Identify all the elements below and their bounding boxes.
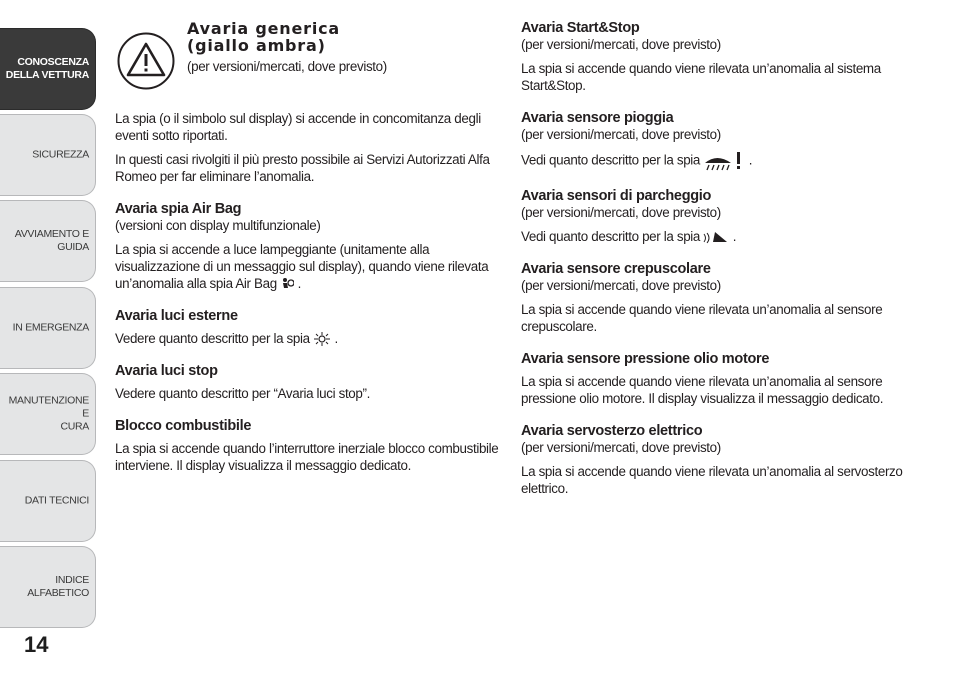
parking-sensor-text-body: Vedi quanto descritto per la spia [521,229,701,244]
startstop-text: La spia si accende quando viene rilevata un’anomalia al sistema Start&Stop. [521,61,881,93]
airbag-text-body: La spia si accende a luce lampeggiante (unitamente alla visualizzazione di un messaggio sul display), quando viene rilevata un’anomalia alla spia Air Bag [115,242,489,291]
fuel-cutoff-title: Blocco combustibile [115,418,252,434]
tab-label: INDICE ALFABETICO [27,574,89,599]
parking-sensor-note: (per versioni/mercati, dove previsto) [521,205,721,220]
lights-text [115,330,500,347]
tab-label: CONOSCENZA DELLA VETTURA [5,56,89,81]
airbag-icon [280,277,294,291]
airbag-section [115,201,500,292]
lights-title: Avaria luci esterne [115,308,238,324]
right-column [521,20,911,513]
generic-fault-text-1: La spia (o il simbolo sul display) si accende in concomitanza degli eventi sotto riportati. [115,111,481,143]
stop-lights-title: Avaria luci stop [115,363,218,379]
lights-section [115,308,500,347]
exterior-light-icon [313,332,331,346]
dusk-sensor-section [521,261,911,335]
tab-sicurezza[interactable] [0,114,96,196]
airbag-text-tail: . [297,276,301,291]
rain-sensor-title: Avaria sensore pioggia [521,110,674,126]
tab-label: DATI TECNICI [24,494,89,507]
tab-indice-alfabetico[interactable] [0,546,96,628]
airbag-note: (versioni con display multifunzionale) [115,218,321,233]
tab-label: SICUREZZA [32,148,89,161]
stop-lights-text: Vedere quanto descritto per “Avaria luci stop”. [115,386,370,401]
power-steering-text: La spia si accende quando viene rilevata un’anomalia al servosterzo elettrico. [521,464,903,496]
tab-manutenzione-e-cura[interactable] [0,373,96,455]
dusk-sensor-title: Avaria sensore crepuscolare [521,261,711,277]
oil-pressure-title: Avaria sensore pressione olio motore [521,351,770,367]
tab-in-emergenza[interactable] [0,287,96,369]
rain-sensor-text [521,150,911,172]
lights-text-body: Vedere quanto descritto per la spia [115,331,310,346]
page-number: 14 [24,632,49,657]
stop-lights-section [115,363,500,402]
parking-sensor-section [521,188,911,245]
parking-sensor-text-tail: . [732,229,737,244]
generic-fault-header [187,20,500,110]
startstop-note: (per versioni/mercati, dove previsto) [521,37,721,52]
tab-label: AVVIAMENTO E GUIDA [14,228,89,253]
tab-conoscenza-della-vettura[interactable] [0,28,96,110]
generic-fault-note: (per versioni/mercati, dove previsto) [187,59,387,74]
rain-sensor-text-tail: . [748,152,753,168]
fuel-cutoff-section [115,418,500,474]
tab-label: IN EMERGENZA [12,321,89,334]
power-steering-note: (per versioni/mercati, dove previsto) [521,440,721,455]
lights-text-tail: . [334,331,338,346]
power-steering-section [521,423,911,497]
startstop-title: Avaria Start&Stop [521,20,640,36]
dusk-sensor-note: (per versioni/mercati, dove previsto) [521,278,721,293]
airbag-text [115,241,500,292]
generic-fault-title: Avaria generica [187,19,340,38]
dusk-sensor-text: La spia si accende quando viene rilevata un’anomalia al sensore crepuscolare. [521,302,883,334]
rain-sensor-icon [703,150,745,172]
airbag-title: Avaria spia Air Bag [115,201,242,217]
tab-label: MANUTENZIONE E CURA [8,394,89,433]
startstop-section [521,20,911,94]
oil-pressure-text: La spia si accende quando viene rilevata un’anomalia al sensore pressione olio motore. Il display visualizza il messaggio dedicato. [521,374,884,406]
fuel-cutoff-text: La spia si accende quando l’interruttore inerziale blocco combustibile interviene. Il display visualizza il messaggio dedicato. [115,441,499,473]
generic-fault-subtitle: (giallo ambra) [187,36,326,55]
tab-dati-tecnici[interactable] [0,460,96,542]
parking-sensor-text [521,228,911,245]
parking-sensor-title: Avaria sensori di parcheggio [521,188,712,204]
generic-fault-section [115,110,500,185]
rain-sensor-text-body: Vedi quanto descritto per la spia [521,152,701,168]
parking-sensor-icon [703,230,729,244]
tab-avviamento-e-guida[interactable] [0,200,96,282]
power-steering-title: Avaria servosterzo elettrico [521,423,703,439]
oil-pressure-section [521,351,911,407]
rain-sensor-section [521,110,911,172]
generic-fault-text-2: In questi casi rivolgiti il più presto possibile ai Servizi Autorizzati Alfa Romeo per far eliminare l’anomalia. [115,152,490,184]
left-column [115,20,500,490]
rain-sensor-note: (per versioni/mercati, dove previsto) [521,127,721,142]
